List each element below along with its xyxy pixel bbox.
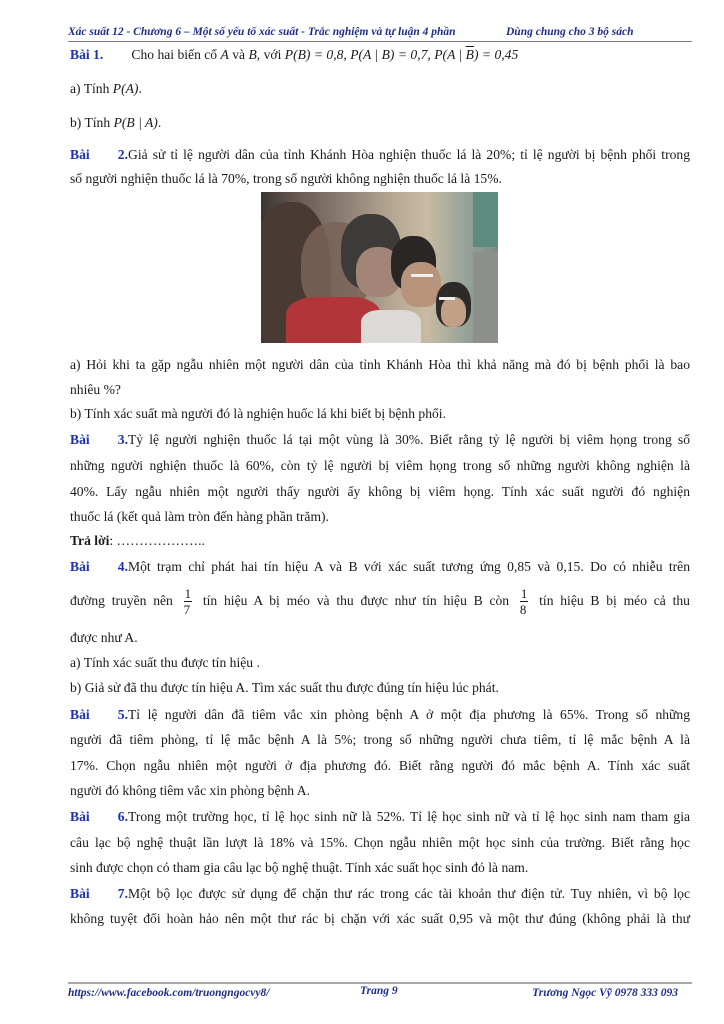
fraction-one-seventh: $\frac{1}{7}$ bbox=[183, 586, 192, 618]
problem-2-line-2: số người nghiện thuốc lá là 70%, trong số người không nghiện thuốc lá là 15%. bbox=[70, 171, 502, 186]
problem-7-line-2: không tuyệt đối hoàn hảo nên một thư rác bị chặn với xác suất 0,95 và một thư đúng (không phải là thư bbox=[70, 911, 690, 926]
problem-4-line-2: đường truyền nên $\frac{1}{7}$ tín hiệu A bị méo và thu được như tín hiệu B còn $\frac{1}{8}$ tín hiệu B bị méo cả thu bbox=[70, 586, 690, 618]
problem-label: Bài 2. bbox=[70, 147, 128, 162]
problem-5-line-1: Bài 5.Tỉ lệ người dân đã tiêm vắc xin phòng bệnh A ở một địa phương là 65%. Trong số những bbox=[70, 707, 690, 722]
problem-4-line-3: được như A. bbox=[70, 630, 138, 645]
problem-5-line-2: người đã tiêm phòng, tỉ lệ mắc bệnh A là 5%; trong số những người chưa tiêm, tỉ lệ mắc bệnh A là bbox=[70, 732, 690, 747]
smokers-photo bbox=[261, 192, 498, 343]
problem-4-part-b: b) Giả sử đã thu được tín hiệu A. Tìm xác suất thu được đúng tín hiệu lúc phát. bbox=[70, 680, 499, 695]
problem-2-line-1: Bài 2.Giả sử tỉ lệ người dân của tỉnh Khánh Hòa nghiện thuốc lá là 20%; tỉ lệ người bị bệnh phổi trong bbox=[70, 147, 690, 162]
problem-label: Bài 1. bbox=[70, 47, 104, 62]
answer-label: Trả lời bbox=[70, 533, 110, 548]
problem-1-part-b: b) Tính P(B | A). bbox=[70, 115, 162, 130]
problem-5-line-4: người đó không tiêm vắc xin phòng bệnh A. bbox=[70, 783, 310, 798]
problem-2-part-b: b) Tính xác suất mà người đó là nghiện huốc lá khi biết bị bệnh phổi. bbox=[70, 406, 446, 421]
problem-label: Bài 3. bbox=[70, 432, 128, 447]
footer-divider bbox=[68, 982, 692, 984]
problem-1-part-a: a) Tính P(A). bbox=[70, 81, 142, 96]
problem-2-part-a-line-2: nhiêu %? bbox=[70, 382, 121, 397]
problem-3-line-2: những người nghiện thuốc là 60%, còn tỷ lệ người bị viêm họng trong số những người không nghiện là bbox=[70, 458, 690, 473]
problem-label: Bài 6. bbox=[70, 809, 128, 824]
problem-7-line-1: Bài 7.Một bộ lọc được sử dụng để chặn thư rác trong các tài khoản thư điện tử. Tuy nhiên, vì bộ lọc bbox=[70, 886, 690, 901]
problem-label: Bài 5. bbox=[70, 707, 128, 722]
page-number: Trang 9 bbox=[360, 985, 398, 997]
author-contact: Trương Ngọc Vỹ 0978 333 093 bbox=[532, 987, 678, 999]
problem-3-line-3: 40%. Lấy ngẫu nhiên một người thấy người ấy không bị viêm họng. Tính xác suất người đó nghiện bbox=[70, 484, 690, 499]
problem-5-line-3: 17%. Chọn ngẫu nhiên một người ở địa phương đó. Biết rằng người đó mắc bệnh A. Tính xác suất bbox=[70, 758, 690, 773]
problem-3-line-1: Bài 3.Tỷ lệ người nghiện thuốc lá tại một vùng là 30%. Biết rằng tỷ lệ người bị viêm họng trong số bbox=[70, 432, 690, 447]
problem-4-line-1: Bài 4.Một trạm chỉ phát hai tín hiệu A và B với xác suất tương ứng 0,85 và 0,15. Do có nhiễu trên bbox=[70, 559, 690, 574]
answer-blank[interactable]: : ……………….. bbox=[109, 533, 205, 548]
problem-6-line-2: câu lạc bộ nghệ thuật lần lượt là 18% và 15%. Chọn ngẫu nhiên một học sinh của trường. Biết rằng học bbox=[70, 835, 690, 850]
problem-1-statement: Bài 1. Cho hai biến cố A và B, với P(B) = 0,8, P(A | B) = 0,7, P(A | $\overline{B}) = 0,45$ bbox=[70, 47, 519, 62]
problem-3-answer bbox=[70, 532, 690, 549]
problem-4-part-a: a) Tính xác suất thu được tín hiệu . bbox=[70, 655, 260, 670]
problem-2-part-a-line-1: a) Hỏi khi ta gặp ngẫu nhiên một người dân của tỉnh Khánh Hòa thì khả năng mà đó bị bệnh phổi là bao bbox=[70, 357, 690, 372]
problem-3-line-4: thuốc lá (kết quả làm tròn đến hàng phần trăm). bbox=[70, 509, 329, 524]
problem-label: Bài 7. bbox=[70, 886, 128, 901]
problem-6-line-1: Bài 6.Trong một trường học, tỉ lệ học sinh nữ là 52%. Tỉ lệ học sinh nữ và tỉ lệ học sinh nam tham gia bbox=[70, 809, 690, 824]
header-divider bbox=[68, 41, 692, 42]
header-title: Xác suất 12 - Chương 6 – Một số yếu tố xác suất - Trắc nghiệm và tự luận 4 phần bbox=[68, 26, 456, 38]
facebook-link[interactable]: https://www.facebook.com/truongngocvy8/ bbox=[68, 987, 270, 999]
problem-6-line-3: sinh được chọn có tham gia câu lạc bộ nghệ thuật. Tính xác suất học sinh đó là nam. bbox=[70, 860, 529, 875]
page-footer bbox=[68, 985, 692, 1001]
header-note: Dùng chung cho 3 bộ sách bbox=[506, 26, 634, 38]
page-header bbox=[68, 26, 692, 42]
fraction-one-eighth: $\frac{1}{8}$ bbox=[519, 586, 528, 618]
problem-label: Bài 4. bbox=[70, 559, 128, 574]
